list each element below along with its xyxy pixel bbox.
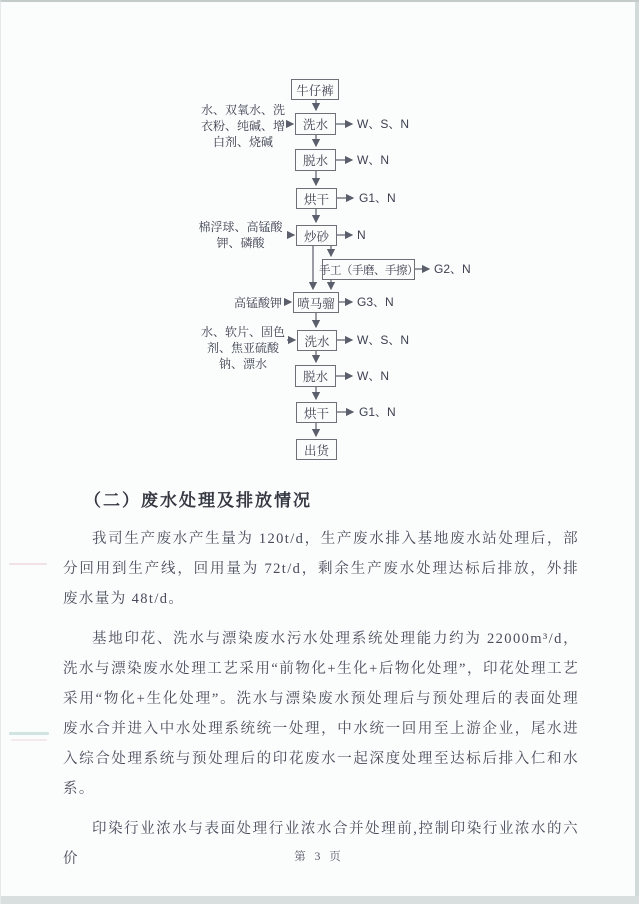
flow-node-manual-work: 手工（手磨、手擦）	[322, 259, 415, 280]
flow-output-sanding: N	[357, 228, 366, 242]
section-heading: （二）废水处理及排放情况	[84, 491, 312, 510]
scan-artifact	[9, 732, 49, 735]
scan-artifact	[9, 563, 47, 565]
page-number: 第 3 页	[294, 851, 344, 863]
scan-edge-right	[635, 2, 639, 904]
scan-artifact	[11, 739, 47, 741]
paragraph-concentrate-control: 印染行业浓水与表面处理行业浓水合并处理前,控制印染行业浓水的六价	[63, 821, 579, 867]
flow-output-dry-2: G1、N	[359, 405, 396, 419]
process-flowchart	[1, 2, 639, 472]
flow-node-jeans: 牛仔裤	[291, 79, 339, 100]
flow-input-sanding-chemicals: 棉浮球、高锰酸钾、磷酸	[198, 220, 283, 250]
paragraph-wastewater-volume: 我司生产废水产生量为 120t/d，生产废水排入基地废水站处理后，部分回用到生产线，回用量为 72t/d，剩余生产废水处理达标后排放，外排废水量为 48t/d。	[63, 531, 579, 607]
flow-output-wash-2: W、S、N	[357, 333, 409, 347]
flow-node-wash-2: 洗水	[297, 330, 337, 351]
flow-node-shipment: 出货	[296, 439, 337, 460]
flow-node-dry-1: 烘干	[296, 188, 337, 209]
flow-output-dewater-2: W、N	[357, 369, 389, 383]
flow-input-spray-chemical: 高锰酸钾	[233, 296, 282, 310]
paragraph-treatment-process: 基地印花、洗水与漂染废水污水处理系统处理能力约为 22000m³/d，洗水与漂染废水处理工艺采用“前物化+生化+后物化处理”，印花处理工艺采用“物化+生化处理”。洗水与漂染废水预处理后与预处理后的表面处理废水合并进入中水处理系统统一处理，中水统一回用至上游企业，尾水进入综合处理系统与预处理后的印花废水一起深度处理至达标后排入仁和水系。	[63, 631, 579, 797]
flow-input-wash-2-chemicals: 水、软片、固色剂、焦亚硫酸钠、漂水	[200, 325, 285, 371]
flow-output-wash-1: W、S、N	[357, 117, 409, 131]
flow-node-dewater-2: 脱水	[295, 365, 336, 387]
flow-output-dewater-1: W、N	[357, 153, 389, 167]
flow-node-sanding: 炒砂	[296, 225, 337, 246]
flow-node-dry-2: 烘干	[296, 402, 337, 423]
scan-edge-bottom	[1, 896, 639, 904]
flow-output-dry-1: G1、N	[359, 191, 396, 205]
text-column	[63, 486, 579, 884]
flow-output-spray: G3、N	[357, 295, 394, 309]
flow-output-manual-work: G2、N	[434, 262, 471, 276]
flow-node-spray: 喷马骝	[293, 292, 339, 313]
flow-node-wash-1: 洗水	[295, 113, 336, 135]
flow-input-wash-1-chemicals: 水、双氧水、洗衣粉、纯碱、增白剂、烧碱	[200, 103, 285, 149]
flow-node-dewater-1: 脱水	[295, 149, 336, 171]
